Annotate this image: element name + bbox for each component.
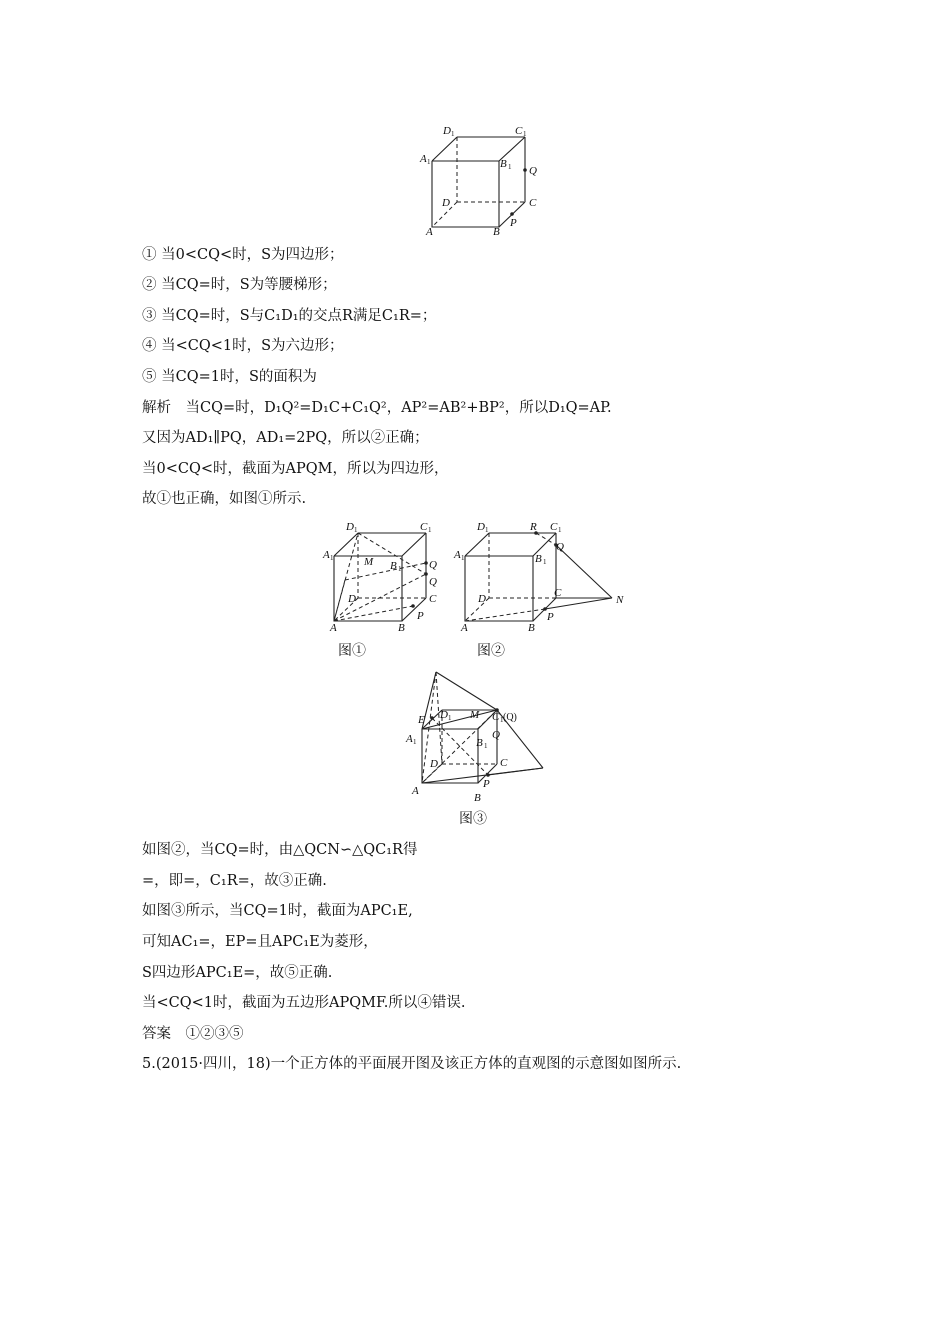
sub-1: 1 — [523, 130, 527, 138]
sub-1: 1 — [428, 526, 432, 534]
label-D: D — [442, 197, 450, 209]
label-C1: C — [515, 125, 523, 137]
text-line: ③ 当CQ=时，S与C₁D₁的交点R满足C₁R=； — [142, 308, 437, 324]
label-P: P — [510, 217, 517, 229]
text-line: ⑤ 当CQ=1时，S的面积为 — [142, 369, 317, 385]
sub-1: 1 — [330, 554, 334, 562]
label-M: M — [470, 709, 480, 721]
label-B: B — [398, 622, 405, 634]
cube-figure-top — [415, 122, 545, 237]
label-D1: D — [346, 521, 354, 533]
label-D: D — [430, 758, 438, 770]
problem-5-line: 5.(2015·四川，18)一个正方体的平面展开图及该正方体的直观图的示意图如图所示. — [142, 1056, 682, 1072]
label-M: M — [364, 556, 374, 568]
label-A: A — [426, 226, 433, 238]
text-line: S四边形APC₁E=，故⑤正确. — [142, 965, 333, 981]
sub-1: 1 — [461, 554, 465, 562]
text-line: 故①也正确，如图①所示. — [142, 491, 307, 507]
sub-1: 1 — [485, 526, 489, 534]
label-B: B — [528, 622, 535, 634]
label-q-paren: (Q) — [503, 712, 517, 723]
label-C: C — [500, 757, 508, 769]
cube-diagram — [415, 122, 545, 237]
figure-2 — [452, 518, 632, 636]
label-A: A — [461, 622, 468, 634]
figure-1-caption: 图① — [338, 643, 366, 659]
text-line: 如图②，当CQ=时，由△QCN∽△QC₁R得 — [142, 842, 418, 858]
sub-1: 1 — [451, 130, 455, 138]
label-C1: C — [550, 521, 558, 533]
sub-1: 1 — [558, 526, 562, 534]
text-line: ④ 当<CQ<1时，S为六边形； — [142, 338, 344, 354]
label-E: E — [418, 714, 425, 726]
figure-1 — [320, 518, 445, 636]
text-line: 当0<CQ<时，截面为APQM，所以为四边形， — [142, 461, 449, 477]
label-R: R — [530, 521, 537, 533]
label-D: D — [348, 593, 356, 605]
answer-line: 答案 ①②③⑤ — [142, 1026, 244, 1042]
sub-1: 1 — [508, 163, 512, 171]
sub-1: 1 — [543, 558, 547, 566]
label-D1: D — [477, 521, 485, 533]
label-C: C — [554, 587, 562, 599]
label-P: P — [417, 610, 424, 622]
label-P: P — [547, 611, 554, 623]
text-line: ② 当CQ=时，S为等腰梯形； — [142, 277, 337, 293]
label-P: P — [483, 778, 490, 790]
label-A1: A — [323, 549, 330, 561]
sub-1: 1 — [427, 158, 431, 166]
label-A: A — [412, 785, 419, 797]
sub-1: 1 — [398, 565, 402, 573]
label-C1: C — [492, 711, 500, 723]
label-A1: A — [406, 733, 413, 745]
figure-3-diagram — [400, 668, 550, 806]
label-D1: D — [443, 125, 451, 137]
label-B1: B — [535, 553, 542, 565]
label-A: A — [330, 622, 337, 634]
sub-1: 1 — [413, 738, 417, 746]
text-line: ① 当0<CQ<时，S为四边形； — [142, 247, 344, 263]
label-A1: A — [454, 549, 461, 561]
figure-2-caption: 图② — [477, 643, 505, 659]
text-line: 如图③所示，当CQ=1时，截面为APC₁E, — [142, 903, 413, 919]
label-D: D — [478, 593, 486, 605]
label-Q: Q — [556, 541, 564, 553]
label-C: C — [529, 197, 537, 209]
label-D1: D — [440, 709, 448, 721]
label-B: B — [474, 792, 481, 804]
label-B1: B — [500, 158, 507, 170]
label-Q: Q — [429, 559, 437, 571]
label-Q: Q — [492, 729, 500, 741]
text-line: =，即=，C₁R=，故③正确. — [142, 873, 327, 889]
label-C: C — [429, 593, 437, 605]
figure-3-caption: 图③ — [459, 811, 487, 827]
sub-1: 1 — [354, 526, 358, 534]
label-C1: C — [420, 521, 428, 533]
text-line: 又因为AD₁∥PQ，AD₁=2PQ，所以②正确； — [142, 430, 429, 446]
text-line: 解析 当CQ=时，D₁Q²=D₁C+C₁Q²，AP²=AB²+BP²，所以D₁Q=AP. — [142, 400, 612, 416]
sub-1: 1 — [500, 716, 504, 724]
sub-1: 1 — [484, 742, 488, 750]
label-A1: A — [420, 153, 427, 165]
figure-2-diagram — [452, 518, 632, 636]
text-line: 当<CQ<1时，截面为五边形APQMF.所以④错误. — [142, 995, 466, 1011]
figure-3 — [400, 668, 550, 806]
sub-1: 1 — [448, 714, 452, 722]
label-N: N — [616, 594, 624, 606]
label-B1: B — [476, 737, 483, 749]
text-line: 可知AC₁=，EP=且APC₁E为菱形， — [142, 934, 378, 950]
figure-1-diagram — [320, 518, 445, 636]
label-Q: Q — [529, 165, 537, 177]
label-B1: B — [390, 560, 397, 572]
label-Q: Q — [429, 576, 437, 588]
label-B: B — [493, 226, 500, 238]
